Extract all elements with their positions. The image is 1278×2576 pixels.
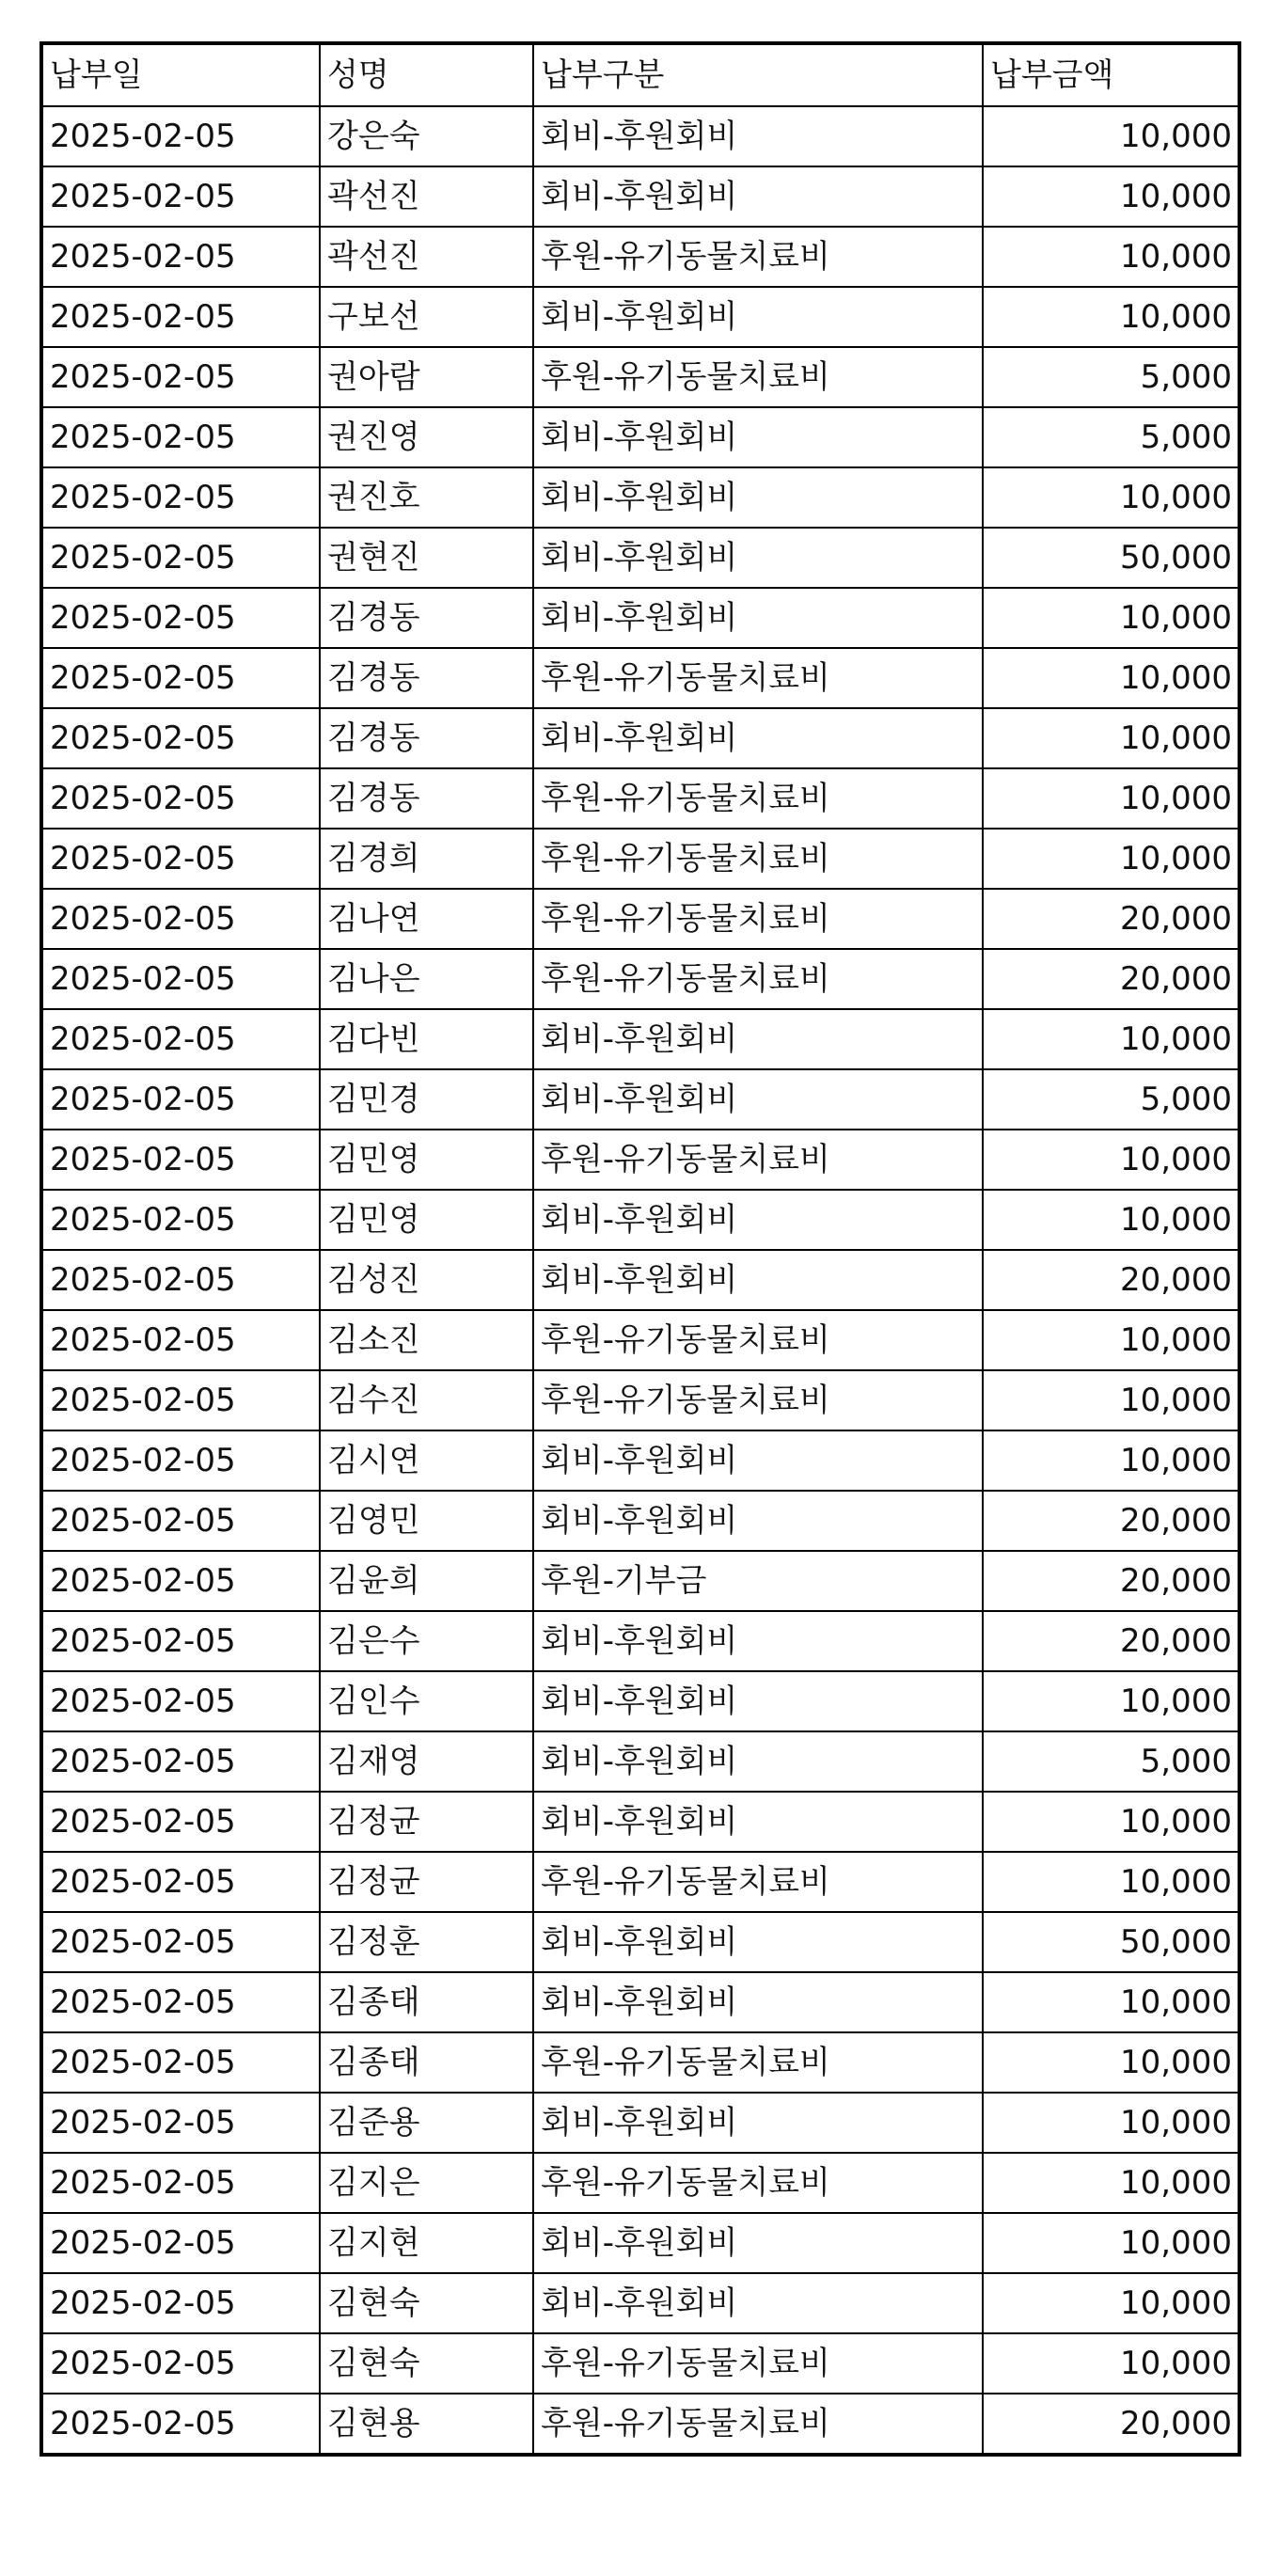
cell-payment-type: 회비-후원회비: [533, 2273, 983, 2333]
cell-payment-date: 2025-02-05: [41, 1009, 320, 1069]
cell-name: 권진호: [320, 467, 533, 528]
table-row: [41, 1611, 1239, 1671]
cell-payment-date: 2025-02-05: [41, 1611, 320, 1671]
cell-payment-amount: 10,000: [983, 106, 1239, 166]
cell-payment-type: 회비-후원회비: [533, 287, 983, 347]
cell-payment-amount: 5,000: [983, 407, 1239, 467]
cell-payment-type: 회비-후원회비: [533, 1912, 983, 1972]
cell-payment-date: 2025-02-05: [41, 1130, 320, 1190]
table-row: [41, 1250, 1239, 1310]
cell-name: 김민영: [320, 1190, 533, 1250]
cell-name: 구보선: [320, 287, 533, 347]
cell-payment-amount: 10,000: [983, 1009, 1239, 1069]
cell-payment-amount: 10,000: [983, 166, 1239, 227]
cell-payment-type: 후원-유기동물치료비: [533, 1310, 983, 1370]
cell-payment-type: 회비-후원회비: [533, 1069, 983, 1130]
cell-payment-amount: 10,000: [983, 648, 1239, 708]
cell-payment-amount: 10,000: [983, 1671, 1239, 1731]
table-row: [41, 889, 1239, 949]
cell-payment-date: 2025-02-05: [41, 2394, 320, 2455]
cell-payment-type: 후원-유기동물치료비: [533, 227, 983, 287]
cell-payment-date: 2025-02-05: [41, 2093, 320, 2153]
cell-payment-date: 2025-02-05: [41, 467, 320, 528]
table-row: [41, 1430, 1239, 1491]
table-row: [41, 528, 1239, 588]
cell-name: 김인수: [320, 1671, 533, 1731]
cell-payment-amount: 5,000: [983, 347, 1239, 407]
cell-payment-date: 2025-02-05: [41, 528, 320, 588]
cell-payment-amount: 10,000: [983, 588, 1239, 648]
cell-payment-date: 2025-02-05: [41, 588, 320, 648]
cell-payment-amount: 10,000: [983, 1370, 1239, 1430]
cell-payment-date: 2025-02-05: [41, 1731, 320, 1792]
cell-payment-type: 후원-유기동물치료비: [533, 1370, 983, 1430]
cell-payment-amount: 20,000: [983, 889, 1239, 949]
cell-payment-date: 2025-02-05: [41, 1551, 320, 1611]
cell-payment-amount: 10,000: [983, 1190, 1239, 1250]
cell-name: 김은수: [320, 1611, 533, 1671]
cell-name: 김나연: [320, 889, 533, 949]
cell-payment-date: 2025-02-05: [41, 1069, 320, 1130]
table-row: [41, 1069, 1239, 1130]
cell-payment-date: 2025-02-05: [41, 166, 320, 227]
header-payment-date: 납부일: [41, 43, 320, 106]
cell-payment-type: 회비-후원회비: [533, 1009, 983, 1069]
cell-name: 김종태: [320, 2032, 533, 2093]
cell-payment-type: 회비-후원회비: [533, 166, 983, 227]
cell-name: 권진영: [320, 407, 533, 467]
cell-payment-type: 후원-유기동물치료비: [533, 1130, 983, 1190]
cell-payment-type: 회비-후원회비: [533, 1190, 983, 1250]
table-row: [41, 708, 1239, 768]
table-row: [41, 768, 1239, 829]
cell-payment-date: 2025-02-05: [41, 2153, 320, 2213]
table-row: [41, 648, 1239, 708]
cell-payment-type: 후원-유기동물치료비: [533, 648, 983, 708]
cell-name: 김나은: [320, 949, 533, 1009]
cell-payment-type: 회비-후원회비: [533, 407, 983, 467]
cell-payment-amount: 5,000: [983, 1069, 1239, 1130]
cell-payment-amount: 20,000: [983, 2394, 1239, 2455]
cell-payment-type: 후원-유기동물치료비: [533, 347, 983, 407]
cell-payment-amount: 10,000: [983, 2032, 1239, 2093]
cell-name: 김현숙: [320, 2273, 533, 2333]
cell-payment-type: 후원-기부금: [533, 1551, 983, 1611]
cell-name: 김지현: [320, 2213, 533, 2273]
cell-name: 김준용: [320, 2093, 533, 2153]
table-row: [41, 467, 1239, 528]
table-row: [41, 287, 1239, 347]
cell-payment-type: 후원-유기동물치료비: [533, 949, 983, 1009]
payment-table: [39, 41, 1241, 2457]
cell-payment-amount: 10,000: [983, 2273, 1239, 2333]
cell-payment-date: 2025-02-05: [41, 768, 320, 829]
cell-payment-type: 후원-유기동물치료비: [533, 1852, 983, 1912]
cell-payment-type: 회비-후원회비: [533, 106, 983, 166]
cell-name: 김재영: [320, 1731, 533, 1792]
cell-name: 김지은: [320, 2153, 533, 2213]
header-name: 성명: [320, 43, 533, 106]
table-row: [41, 2153, 1239, 2213]
cell-name: 김수진: [320, 1370, 533, 1430]
cell-payment-date: 2025-02-05: [41, 1491, 320, 1551]
cell-payment-date: 2025-02-05: [41, 829, 320, 889]
cell-payment-date: 2025-02-05: [41, 1912, 320, 1972]
table-row: [41, 949, 1239, 1009]
table-row: [41, 2333, 1239, 2394]
cell-payment-date: 2025-02-05: [41, 1250, 320, 1310]
table-row: [41, 1912, 1239, 1972]
table-row: [41, 1852, 1239, 1912]
cell-name: 김경희: [320, 829, 533, 889]
cell-payment-date: 2025-02-05: [41, 287, 320, 347]
table-row: [41, 1671, 1239, 1731]
cell-payment-amount: 10,000: [983, 1430, 1239, 1491]
cell-payment-date: 2025-02-05: [41, 1190, 320, 1250]
cell-name: 김민영: [320, 1130, 533, 1190]
cell-payment-amount: 20,000: [983, 1491, 1239, 1551]
cell-name: 권현진: [320, 528, 533, 588]
cell-payment-date: 2025-02-05: [41, 648, 320, 708]
table-row: [41, 1130, 1239, 1190]
cell-payment-date: 2025-02-05: [41, 889, 320, 949]
cell-payment-amount: 10,000: [983, 708, 1239, 768]
cell-payment-type: 회비-후원회비: [533, 2093, 983, 2153]
cell-name: 김현숙: [320, 2333, 533, 2394]
cell-payment-type: 회비-후원회비: [533, 1671, 983, 1731]
cell-payment-amount: 10,000: [983, 2333, 1239, 2394]
table-body: [41, 106, 1239, 2455]
table-row: [41, 1310, 1239, 1370]
cell-payment-amount: 5,000: [983, 1731, 1239, 1792]
cell-payment-type: 회비-후원회비: [533, 467, 983, 528]
table-row: [41, 1792, 1239, 1852]
cell-payment-date: 2025-02-05: [41, 1792, 320, 1852]
table-row: [41, 1972, 1239, 2032]
header-row: [41, 43, 1239, 106]
cell-name: 김윤희: [320, 1551, 533, 1611]
cell-payment-date: 2025-02-05: [41, 106, 320, 166]
cell-name: 강은숙: [320, 106, 533, 166]
cell-payment-amount: 20,000: [983, 1611, 1239, 1671]
cell-payment-date: 2025-02-05: [41, 708, 320, 768]
table-row: [41, 588, 1239, 648]
cell-payment-amount: 20,000: [983, 1551, 1239, 1611]
cell-payment-type: 후원-유기동물치료비: [533, 768, 983, 829]
table-row: [41, 2093, 1239, 2153]
cell-payment-type: 후원-유기동물치료비: [533, 2153, 983, 2213]
cell-payment-type: 회비-후원회비: [533, 1250, 983, 1310]
cell-payment-date: 2025-02-05: [41, 1852, 320, 1912]
cell-payment-amount: 20,000: [983, 1250, 1239, 1310]
cell-payment-amount: 10,000: [983, 1130, 1239, 1190]
cell-payment-amount: 10,000: [983, 768, 1239, 829]
cell-payment-amount: 10,000: [983, 1852, 1239, 1912]
cell-name: 김시연: [320, 1430, 533, 1491]
cell-payment-amount: 10,000: [983, 1972, 1239, 2032]
cell-payment-type: 회비-후원회비: [533, 1430, 983, 1491]
table-row: [41, 1491, 1239, 1551]
table-row: [41, 347, 1239, 407]
cell-name: 김경동: [320, 708, 533, 768]
cell-name: 김종태: [320, 1972, 533, 2032]
cell-payment-date: 2025-02-05: [41, 1972, 320, 2032]
cell-name: 김정균: [320, 1792, 533, 1852]
cell-name: 김현용: [320, 2394, 533, 2455]
cell-name: 권아람: [320, 347, 533, 407]
cell-name: 김영민: [320, 1491, 533, 1551]
table-row: [41, 166, 1239, 227]
header-payment-type: 납부구분: [533, 43, 983, 106]
cell-name: 김경동: [320, 588, 533, 648]
cell-payment-type: 후원-유기동물치료비: [533, 2394, 983, 2455]
cell-payment-date: 2025-02-05: [41, 949, 320, 1009]
cell-payment-type: 회비-후원회비: [533, 588, 983, 648]
cell-payment-amount: 10,000: [983, 1310, 1239, 1370]
cell-name: 김정균: [320, 1852, 533, 1912]
cell-payment-type: 회비-후원회비: [533, 1611, 983, 1671]
cell-payment-date: 2025-02-05: [41, 407, 320, 467]
cell-name: 김다빈: [320, 1009, 533, 1069]
cell-payment-amount: 10,000: [983, 829, 1239, 889]
cell-name: 김소진: [320, 1310, 533, 1370]
table-row: [41, 1009, 1239, 1069]
cell-payment-amount: 10,000: [983, 2213, 1239, 2273]
cell-payment-amount: 10,000: [983, 287, 1239, 347]
table-header: [41, 43, 1239, 106]
cell-payment-amount: 10,000: [983, 2153, 1239, 2213]
table-row: [41, 227, 1239, 287]
cell-payment-date: 2025-02-05: [41, 2273, 320, 2333]
cell-payment-type: 회비-후원회비: [533, 1491, 983, 1551]
cell-name: 김성진: [320, 1250, 533, 1310]
cell-name: 김경동: [320, 768, 533, 829]
cell-payment-date: 2025-02-05: [41, 1370, 320, 1430]
cell-payment-date: 2025-02-05: [41, 2213, 320, 2273]
cell-payment-type: 회비-후원회비: [533, 708, 983, 768]
cell-payment-type: 후원-유기동물치료비: [533, 2333, 983, 2394]
table-row: [41, 2032, 1239, 2093]
cell-payment-type: 회비-후원회비: [533, 1972, 983, 2032]
cell-payment-type: 후원-유기동물치료비: [533, 2032, 983, 2093]
cell-payment-amount: 50,000: [983, 1912, 1239, 1972]
cell-name: 곽선진: [320, 166, 533, 227]
cell-payment-date: 2025-02-05: [41, 347, 320, 407]
header-payment-amount: 납부금액: [983, 43, 1239, 106]
cell-payment-date: 2025-02-05: [41, 1430, 320, 1491]
cell-payment-type: 후원-유기동물치료비: [533, 889, 983, 949]
cell-name: 곽선진: [320, 227, 533, 287]
cell-payment-type: 후원-유기동물치료비: [533, 829, 983, 889]
table-row: [41, 407, 1239, 467]
cell-payment-amount: 20,000: [983, 949, 1239, 1009]
cell-payment-amount: 10,000: [983, 2093, 1239, 2153]
table-row: [41, 2273, 1239, 2333]
cell-name: 김정훈: [320, 1912, 533, 1972]
cell-payment-date: 2025-02-05: [41, 227, 320, 287]
cell-payment-date: 2025-02-05: [41, 2032, 320, 2093]
cell-payment-amount: 50,000: [983, 528, 1239, 588]
cell-payment-type: 회비-후원회비: [533, 528, 983, 588]
table-row: [41, 2394, 1239, 2455]
cell-payment-date: 2025-02-05: [41, 1671, 320, 1731]
cell-payment-date: 2025-02-05: [41, 1310, 320, 1370]
table-row: [41, 106, 1239, 166]
cell-payment-type: 회비-후원회비: [533, 1792, 983, 1852]
cell-payment-date: 2025-02-05: [41, 2333, 320, 2394]
cell-name: 김경동: [320, 648, 533, 708]
cell-payment-amount: 10,000: [983, 227, 1239, 287]
cell-payment-amount: 10,000: [983, 1792, 1239, 1852]
cell-payment-type: 회비-후원회비: [533, 1731, 983, 1792]
table-row: [41, 1731, 1239, 1792]
table-row: [41, 1551, 1239, 1611]
table-row: [41, 2213, 1239, 2273]
cell-payment-amount: 10,000: [983, 467, 1239, 528]
table-row: [41, 829, 1239, 889]
cell-payment-type: 회비-후원회비: [533, 2213, 983, 2273]
cell-name: 김민경: [320, 1069, 533, 1130]
table-row: [41, 1370, 1239, 1430]
table-row: [41, 1190, 1239, 1250]
